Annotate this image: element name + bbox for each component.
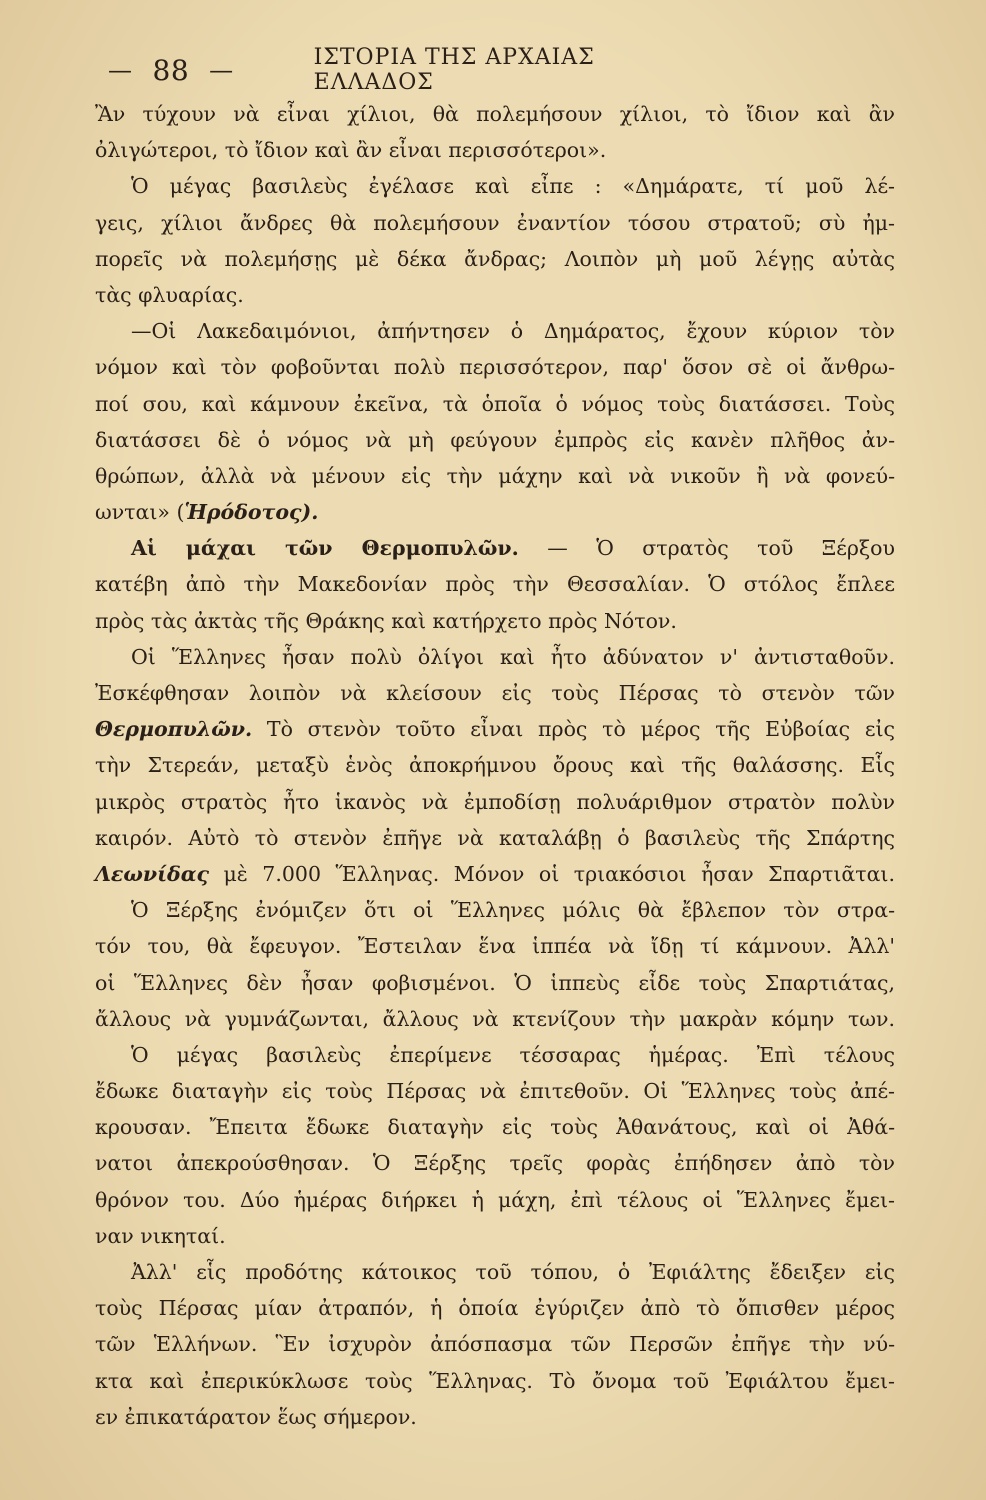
running-title: ΙΣΤΟΡΙΑ ΤΗΣ ΑΡΧΑΙΑΣ ΕΛΛΑΔΟΣ [313, 45, 595, 95]
text-line: τὰς φλυαρίας. [95, 282, 244, 307]
text-line: Ὁ μέγας βασιλεὺς ἐγέλασε καὶ εἶπε : «Δημάρατε, τί μοῦ λέ- [131, 174, 895, 199]
emphasis-leonidas: Λεωνίδας [95, 861, 209, 886]
text-line: τὴν Στερεάν, μεταξὺ ἑνὸς ἀποκρήμνου ὄρους καὶ τῆς θαλάσσης. Εἷς [95, 753, 895, 778]
text-line: διατάσσει δὲ ὁ νόμος νὰ μὴ φεύγουν ἐμπρὸς εἰς κανὲν πλῆθος ἀν- [95, 427, 895, 452]
heading-continuation: — Ὁ στρατὸς τοῦ Ξέρξου [518, 536, 895, 561]
text-line: ἔδωκε διαταγὴν εἰς τοὺς Πέρσας νὰ ἐπιτεθοῦν. Οἱ Ἕλληνες τοὺς ἀπέ- [95, 1079, 895, 1104]
text-line: καιρόν. Αὐτὸ τὸ στενὸν ἐπῆγε νὰ καταλάβῃ ὁ βασιλεὺς τῆς Σπάρτης [95, 825, 895, 850]
quote-close: ωνται» ( [95, 500, 185, 525]
text-line: κτα καὶ ἐπερικύκλωσε τοὺς Ἕλληνας. Τὸ ὄνομα τοῦ Ἐφιάλτου ἔμει- [95, 1368, 895, 1393]
text-line: πρὸς τὰς ἀκτὰς τῆς Θράκης καὶ κατήρχετο πρὸς Νότον. [95, 608, 677, 633]
text-line: Ἂν τύχουν νὰ εἶναι χίλιοι, θὰ πολεμήσουν χίλιοι, τὸ ἴδιον καὶ ἂν [95, 102, 895, 126]
text-line: θρόνον του. Δύο ἡμέρας διήρκει ἡ μάχη, ἐπὶ τέλους οἱ Ἕλληνες ἔμει- [95, 1187, 895, 1212]
text-line: κατέβη ἀπὸ τὴν Μακεδονίαν πρὸς τὴν Θεσσαλίαν. Ὁ στόλος ἔπλεε [95, 572, 895, 597]
line-continuation: μὲ 7.000 Ἕλληνας. Μόνον οἱ τριακόσιοι ἦσαν Σπαρτιᾶται. [208, 861, 895, 886]
text-line: ἄλλους νὰ γυμνάζωνται, ἄλλους νὰ κτενίζουν τὴν μακρὰν κόμην των. [95, 1006, 895, 1031]
text-line: εν ἐπικατάρατον ἕως σήμερον. [95, 1404, 417, 1429]
header-dash-left: — [108, 56, 133, 84]
source-citation: Ἡρόδοτος). [184, 500, 319, 525]
text-line [95, 711, 895, 747]
text-line: θρώπων, ἀλλὰ νὰ μένουν εἰς τὴν μάχην καὶ νὰ νικοῦν ἢ νὰ φονεύ- [95, 463, 895, 488]
text-line: οἱ Ἕλληνες δὲν ἦσαν φοβισμένοι. Ὁ ἱππεὺς εἶδε τοὺς Σπαρτιάτας, [95, 970, 895, 995]
text-line: νόμον καὶ τὸν φοβοῦνται πολὺ περισσότερον, παρ' ὅσον σὲ οἱ ἄνθρω- [95, 355, 895, 380]
text-line: γεις, χίλιοι ἄνδρες θὰ πολεμήσουν ἐναντίον τόσου στρατοῦ; σὺ ἠμ- [95, 210, 895, 235]
text-line: Οἱ Ἕλληνες ἦσαν πολὺ ὀλίγοι καὶ ἦτο ἀδύνατον ν' ἀντισταθοῦν. [131, 644, 895, 669]
text-line: μικρὸς στρατὸς ἦτο ἱκανὸς νὰ ἐμποδίσῃ πολυάριθμον στρατὸν πολὺν [95, 789, 895, 814]
page-number: 88 [152, 53, 190, 87]
text-line: πορεῖς νὰ πολεμήσῃς μὲ δέκα ἄνδρας; Λοιπὸν μὴ μοῦ λέγῃς αὐτὰς [95, 246, 895, 271]
text-line: Ὁ μέγας βασιλεὺς ἐπερίμενε τέσσαρας ἡμέρας. Ἐπὶ τέλους [131, 1042, 895, 1067]
section-heading: Αἱ μάχαι τῶν Θερμοπυλῶν. [131, 536, 519, 561]
body-text [95, 96, 895, 1435]
emphasis-thermopylae: Θερμοπυλῶν. [95, 717, 253, 742]
text-line [95, 856, 895, 892]
text-line: Ἐσκέφθησαν λοιπὸν νὰ κλείσουν εἰς τοὺς Πέρσας τὸ στενὸν τῶν [95, 681, 895, 705]
text-line: ναν νικηταί. [95, 1223, 226, 1248]
line-continuation: Τὸ στενὸν τοῦτο εἶναι πρὸς τὸ μέρος τῆς Εὐβοίας εἰς [252, 717, 895, 742]
text-line: τοὺς Πέρσας μίαν ἀτραπόν, ἡ ὁποία ἐγύριζεν ἀπὸ τὸ ὄπισθεν μέρος [95, 1296, 895, 1321]
text-line [95, 530, 895, 566]
text-line: Ἀλλ' εἷς προδότης κάτοικος τοῦ τόπου, ὁ Ἐφιάλτης ἔδειξεν εἰς [131, 1260, 895, 1284]
text-line: τῶν Ἑλλήνων. Ἓν ἰσχυρὸν ἀπόσπασμα τῶν Περσῶν ἐπῆγε τὴν νύ- [95, 1332, 895, 1357]
text-line: —Οἱ Λακεδαιμόνιοι, ἀπήντησεν ὁ Δημάρατος, ἔχουν κύριον τὸν [131, 319, 895, 344]
text-line: κρουσαν. Ἔπειτα ἔδωκε διαταγὴν εἰς τοὺς Ἀθανάτους, καὶ οἱ Ἀθά- [95, 1115, 895, 1140]
text-line: νατοι ἀπεκρούσθησαν. Ὁ Ξέρξης τρεῖς φορὰς ἐπήδησεν ἀπὸ τὸν [95, 1151, 895, 1176]
text-line [95, 494, 895, 530]
text-line: τόν του, θὰ ἔφευγον. Ἔστειλαν ἕνα ἱππέα νὰ ἴδῃ τί κάμνουν. Ἀλλ' [95, 934, 895, 959]
text-line: Ὁ Ξέρξης ἐνόμιζεν ὅτι οἱ Ἕλληνες μόλις θὰ ἔβλεπον τὸν στρα- [131, 898, 895, 923]
page-header [108, 45, 708, 95]
text-line: ὀλιγώτεροι, τὸ ἴδιον καὶ ἂν εἶναι περισσότεροι». [95, 138, 607, 163]
header-dash-right: — [209, 56, 234, 84]
text-line: ποί σου, καὶ κάμνουν ἐκεῖνα, τὰ ὁποῖα ὁ νόμος τοὺς διατάσσει. Τοὺς [95, 391, 895, 416]
